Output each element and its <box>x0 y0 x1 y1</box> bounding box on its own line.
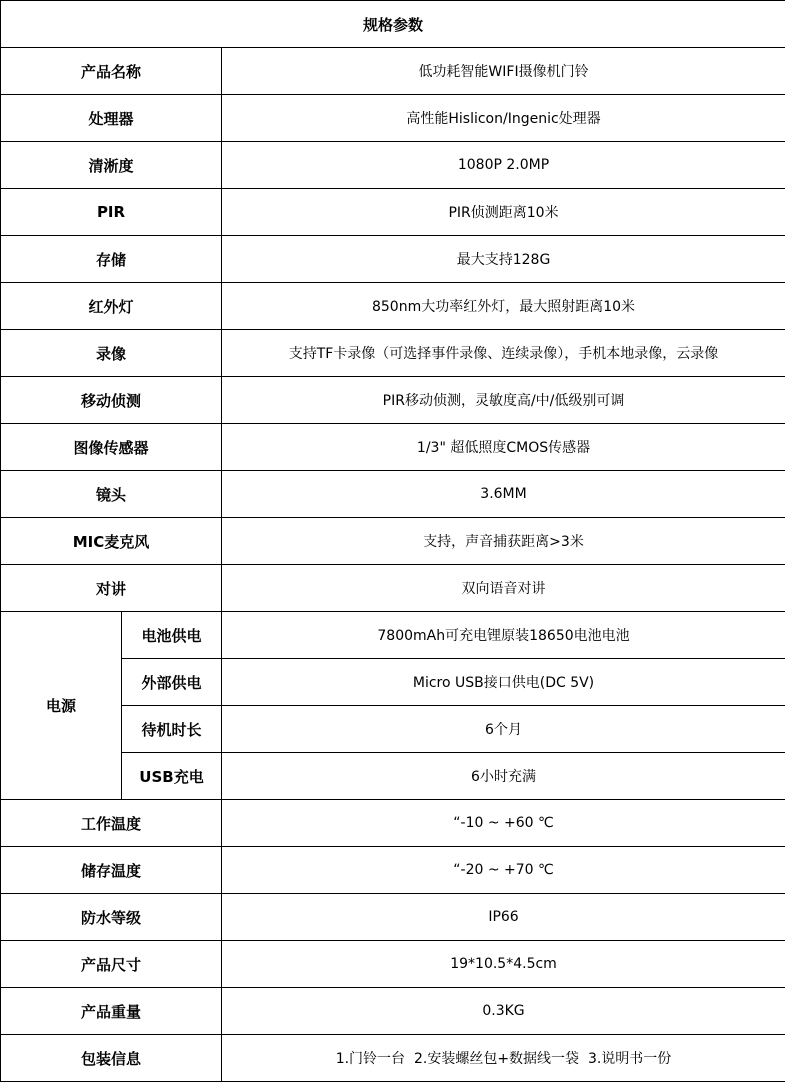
spec-label: 红外灯 <box>1 283 222 330</box>
spec-value: “-20 ~ +70 ℃ <box>222 847 785 894</box>
spec-value: 1.门铃一台 2.安装螺丝包+数据线一袋 3.说明书一份 <box>222 1035 785 1082</box>
table-row <box>1 48 785 95</box>
spec-value: 6个月 <box>222 706 785 753</box>
spec-value: Micro USB接口供电(DC 5V) <box>222 659 785 706</box>
spec-label: 图像传感器 <box>1 424 222 471</box>
spec-value: 19*10.5*4.5cm <box>222 941 785 988</box>
spec-value: 支持，声音捕获距离>3米 <box>222 518 785 565</box>
spec-value: 1/3" 超低照度CMOS传感器 <box>222 424 785 471</box>
spec-value: 高性能Hislicon/Ingenic处理器 <box>222 95 785 142</box>
spec-value: 0.3KG <box>222 988 785 1035</box>
spec-label: 包装信息 <box>1 1035 222 1082</box>
table-row <box>1 518 785 565</box>
spec-value: 最大支持128G <box>222 236 785 283</box>
table-row <box>1 941 785 988</box>
spec-label: 产品重量 <box>1 988 222 1035</box>
spec-label: 清淅度 <box>1 142 222 189</box>
table-row <box>1 283 785 330</box>
spec-label: 工作温度 <box>1 800 222 847</box>
table-row <box>1 612 785 659</box>
power-group-label: 电源 <box>1 612 122 800</box>
spec-label: 镜头 <box>1 471 222 518</box>
spec-label: 产品名称 <box>1 48 222 95</box>
spec-value: 双向语音对讲 <box>222 565 785 612</box>
spec-value: 850nm大功率红外灯，最大照射距离10米 <box>222 283 785 330</box>
table-row <box>1 800 785 847</box>
spec-label: 移动侦测 <box>1 377 222 424</box>
table-row <box>1 894 785 941</box>
table-row <box>1 95 785 142</box>
table-row <box>1 377 785 424</box>
spec-value: “-10 ~ +60 ℃ <box>222 800 785 847</box>
spec-value: 3.6MM <box>222 471 785 518</box>
spec-label: 存储 <box>1 236 222 283</box>
spec-sublabel: 外部供电 <box>122 659 222 706</box>
table-row <box>1 189 785 236</box>
table-row <box>1 236 785 283</box>
table-row <box>1 471 785 518</box>
spec-label: 对讲 <box>1 565 222 612</box>
spec-value: PIR侦测距离10米 <box>222 189 785 236</box>
table-row <box>1 988 785 1035</box>
table-row <box>1 424 785 471</box>
spec-label: 处理器 <box>1 95 222 142</box>
spec-value: 7800mAh可充电锂原装18650电池电池 <box>222 612 785 659</box>
spec-label: 产品尺寸 <box>1 941 222 988</box>
spec-value: IP66 <box>222 894 785 941</box>
spec-value: 1080P 2.0MP <box>222 142 785 189</box>
table-row <box>1 1035 785 1082</box>
table-row <box>1 565 785 612</box>
spec-value: 低功耗智能WIFI摄像机门铃 <box>222 48 785 95</box>
spec-value: 6小时充满 <box>222 753 785 800</box>
spec-sublabel: 电池供电 <box>122 612 222 659</box>
spec-value: PIR移动侦测，灵敏度高/中/低级别可调 <box>222 377 785 424</box>
spec-label: 储存温度 <box>1 847 222 894</box>
spec-sublabel: USB充电 <box>122 753 222 800</box>
spec-label: 防水等级 <box>1 894 222 941</box>
spec-label: PIR <box>1 189 222 236</box>
spec-sublabel: 待机时长 <box>122 706 222 753</box>
table-title: 规格参数 <box>1 1 785 48</box>
table-row <box>1 330 785 377</box>
table-row <box>1 847 785 894</box>
spec-value: 支持TF卡录像（可选择事件录像、连续录像），手机本地录像，云录像 <box>222 330 785 377</box>
table-row <box>1 142 785 189</box>
spec-label: MIC麦克风 <box>1 518 222 565</box>
spec-label: 录像 <box>1 330 222 377</box>
